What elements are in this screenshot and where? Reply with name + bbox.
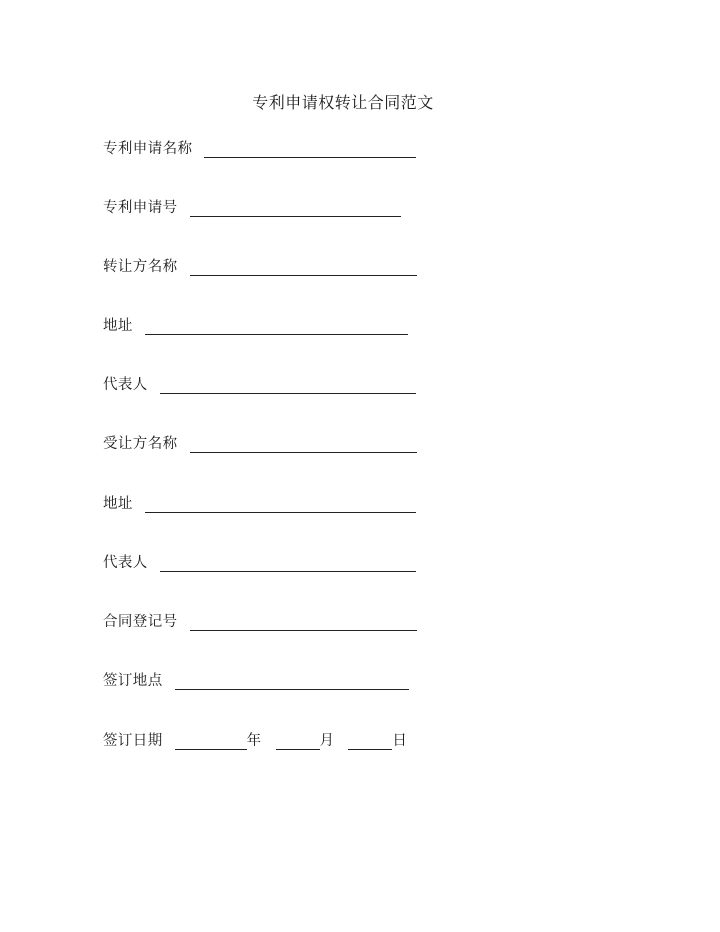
blank-line[interactable] [190, 201, 401, 217]
field-contract-registration-number [103, 607, 417, 631]
blank-line[interactable] [190, 615, 417, 631]
blank-line[interactable] [145, 319, 408, 335]
blank-line-year[interactable] [175, 734, 247, 750]
field-label: 受让方名称 [103, 436, 178, 452]
year-unit: 年 [246, 733, 262, 749]
blank-line-month[interactable] [276, 734, 320, 750]
month-unit: 月 [319, 733, 335, 749]
field-transferee-address [103, 489, 416, 513]
field-label: 签订地点 [103, 673, 163, 689]
blank-line[interactable] [204, 142, 416, 158]
field-label: 签订日期 [103, 733, 163, 749]
field-label: 合同登记号 [103, 614, 178, 630]
blank-line-day[interactable] [348, 734, 392, 750]
day-unit: 日 [392, 733, 408, 749]
field-label: 地址 [103, 318, 133, 334]
field-patent-name [103, 134, 416, 158]
field-label: 代表人 [103, 377, 148, 393]
field-transferor-address [103, 311, 408, 335]
field-label: 专利申请名称 [103, 141, 193, 157]
field-label: 代表人 [103, 555, 148, 571]
document-title: 专利申请权转让合同范文 [252, 93, 434, 112]
field-patent-number [103, 193, 401, 217]
blank-line[interactable] [190, 260, 417, 276]
field-signing-date [103, 726, 407, 750]
field-label: 专利申请号 [103, 200, 178, 216]
field-transferor-representative [103, 370, 416, 394]
field-label: 地址 [103, 496, 133, 512]
field-label: 转让方名称 [103, 259, 178, 275]
field-transferor-name [103, 252, 417, 276]
field-transferee-representative [103, 548, 416, 572]
blank-line[interactable] [190, 437, 417, 453]
field-signing-place [103, 666, 409, 690]
blank-line[interactable] [160, 556, 416, 572]
blank-line[interactable] [175, 674, 409, 690]
blank-line[interactable] [145, 497, 416, 513]
blank-line[interactable] [160, 378, 416, 394]
field-transferee-name [103, 429, 417, 453]
